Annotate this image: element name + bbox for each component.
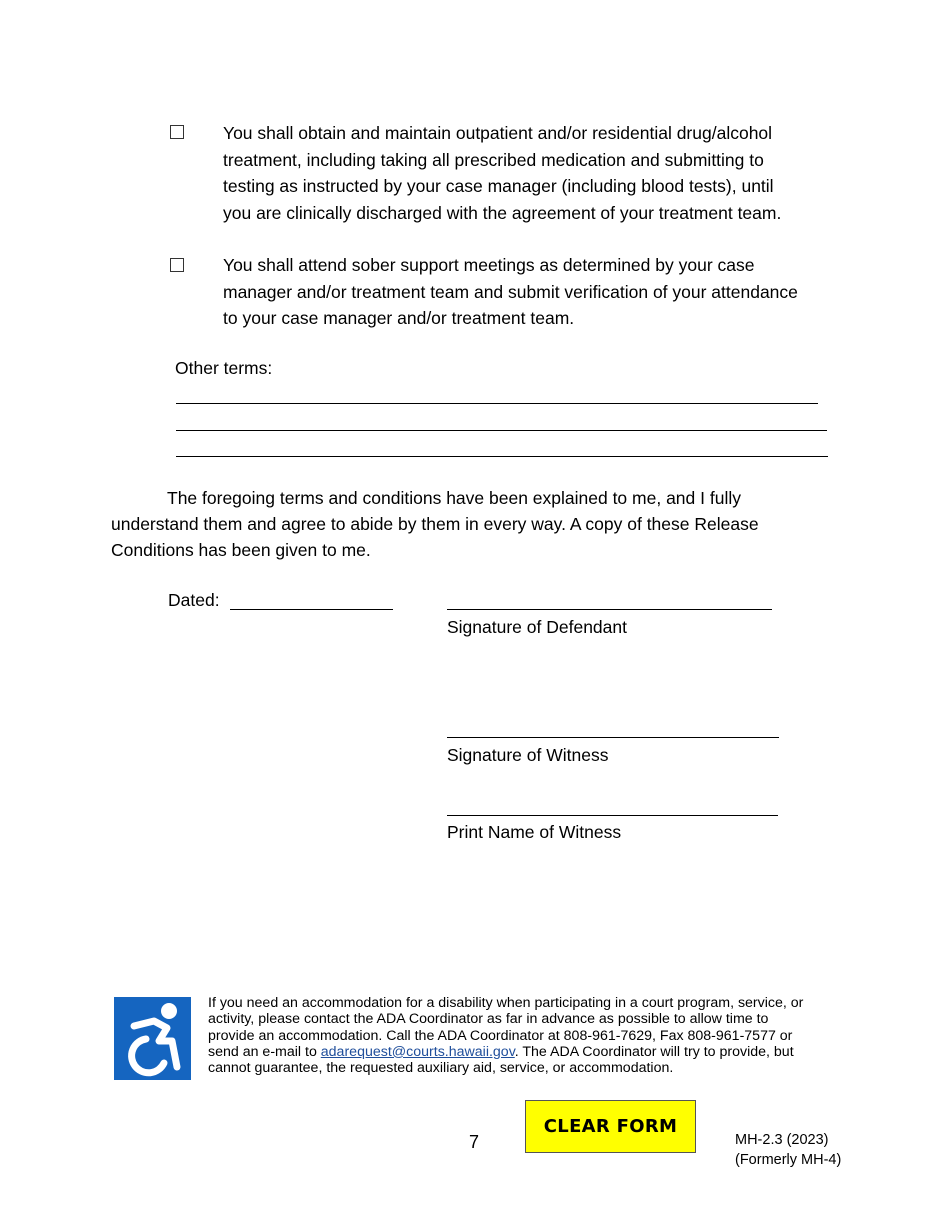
term-1-text: [223, 120, 843, 226]
term-line: You shall obtain and maintain outpatient and/or residential drug/alcohol: [223, 123, 773, 143]
witness-signature-label: Signature of Witness: [447, 745, 609, 765]
accessibility-icon: [114, 997, 191, 1080]
ada-email-link[interactable]: adarequest@courts.hawaii.gov: [320, 1043, 515, 1060]
term-line: testing as instructed by your case manager (including blood tests), until: [223, 176, 774, 196]
paragraph-line: The foregoing terms and conditions have been explained to me, and I fully: [167, 488, 741, 508]
date-field[interactable]: [230, 609, 393, 610]
ada-notice: [208, 995, 818, 1076]
term-line: you are clinically discharged with the agreement of your treatment team.: [223, 202, 782, 223]
term-2-checkbox[interactable]: [170, 258, 184, 272]
dated-label: Dated:: [168, 590, 220, 610]
ada-notice-text: If you need an accommodation for a disability when participating in a court program, service, or activity, please contact the ADA Coordinator as far in advance as possible to allow time to provide an accommodation. Call the ADA Coordinator at 808-961-7629, Fax 808-961-7577 or send an e-mail to: [208, 995, 804, 1060]
term-1-checkbox[interactable]: [170, 125, 184, 139]
other-terms-label: Other terms:: [175, 358, 273, 378]
witness-name-line[interactable]: [447, 815, 778, 816]
term-line: You shall attend sober support meetings as determined by your case: [223, 255, 755, 275]
other-terms-line-3[interactable]: [176, 456, 828, 457]
other-terms-line-1[interactable]: [176, 403, 818, 404]
term-line: treatment, including taking all prescribed medication and submitting to: [223, 149, 764, 170]
form-id: MH-2.3 (2023): [735, 1132, 829, 1148]
paragraph-line: understand them and agree to abide by them in every way. A copy of these Release: [111, 514, 759, 534]
term-line: to your case manager and/or treatment team.: [223, 308, 575, 328]
witness-name-label: Print Name of Witness: [447, 822, 622, 842]
clear-form-button[interactable]: CLEAR FORM: [525, 1100, 696, 1153]
term-2-text: [223, 252, 843, 332]
other-terms-line-2[interactable]: [176, 430, 827, 431]
acknowledgement-paragraph: [111, 485, 839, 563]
defendant-signature-label: Signature of Defendant: [447, 617, 627, 637]
defendant-signature-line[interactable]: [447, 609, 772, 610]
page-number: 7: [469, 1132, 480, 1152]
witness-signature-line[interactable]: [447, 737, 779, 738]
term-line: manager and/or treatment team and submit verification of your attendance: [223, 281, 798, 302]
paragraph-line: Conditions has been given to me.: [111, 540, 371, 560]
ada-notice-text-end: . The ADA Coordinator will try to provide, but cannot guarantee, the requested auxiliary aid, service, or accommodation.: [208, 1043, 794, 1077]
form-formerly: (Formerly MH-4): [735, 1152, 842, 1168]
